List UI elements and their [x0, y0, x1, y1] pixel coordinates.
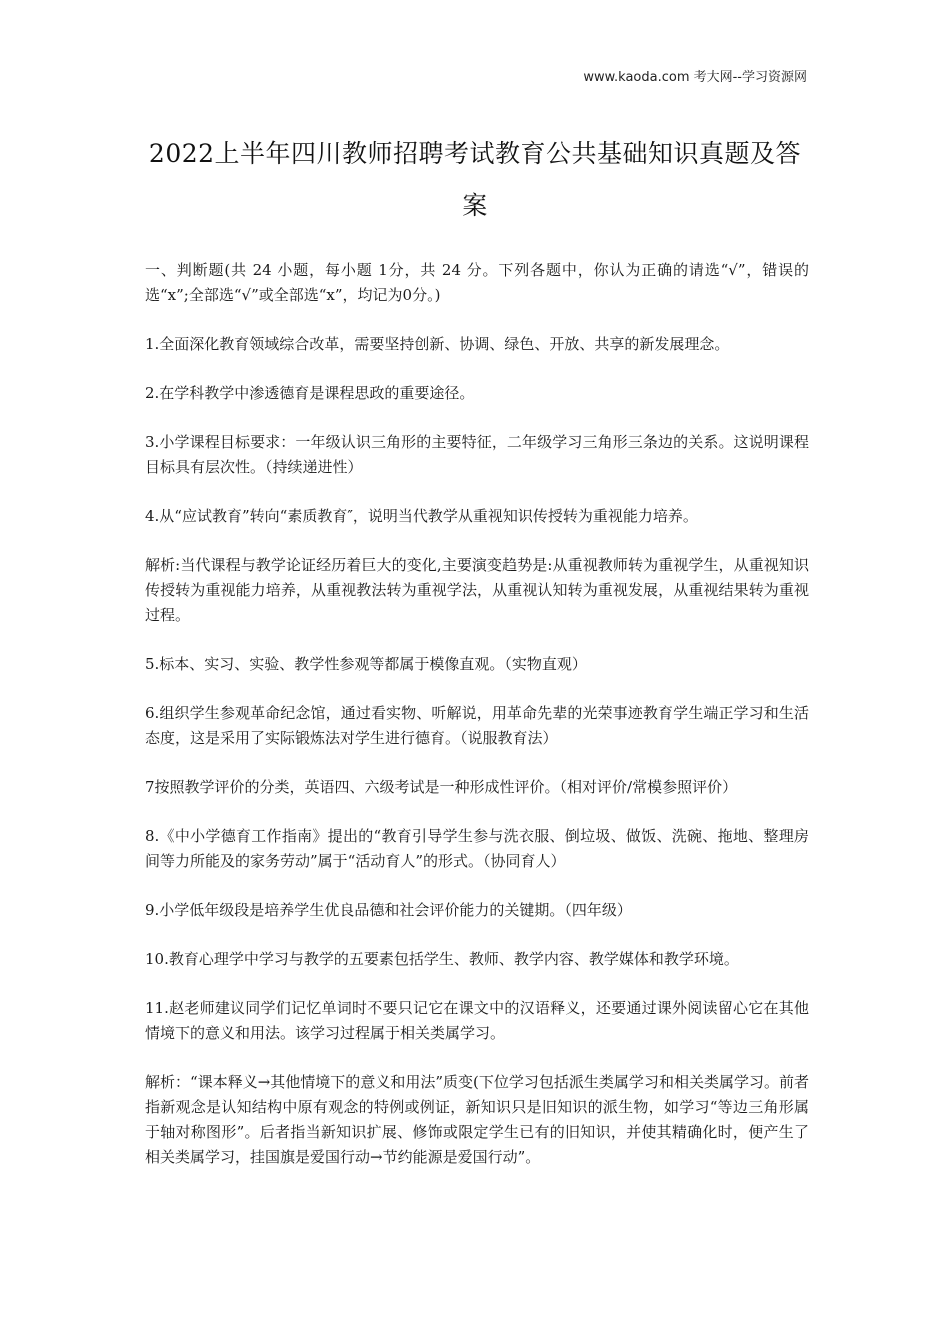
question-9: 9.小学低年级段是培养学生优良品德和社会评价能力的关键期。（四年级） — [145, 901, 632, 919]
question-4: 4.从“应试教育”转向“素质教育″，说明当代教学从重视知识传授转为重视能力培养。 — [145, 507, 698, 525]
question-11: 11.赵老师建议同学们记忆单词时不要只记它在课文中的汉语释义，还要通过课外阅读留心它在其他情境下的意义和用法。该学习过程属于相关类属学习。 — [145, 999, 809, 1042]
question-6: 6.组织学生参观革命纪念馆，通过看实物、听解说，用革命先辈的光荣事迹教育学生端正学习和生活态度，这是采用了实际锻炼法对学生进行德育。（说服教育法） — [145, 704, 809, 747]
page-title: 2022上半年四川教师招聘考试教育公共基础知识真题及答案 — [148, 139, 802, 220]
question-5: 5.标本、实习、实验、教学性参观等都属于模像直观。（实物直观） — [145, 655, 587, 673]
analysis-4: 解析:当代课程与教学论证经历着巨大的变化,主要演变趋势是:从重视教师转为重视学生，从重视知识传授转为重视能力培养，从重视教法转为重视学法，从重视认知转为重视发展，从重视结果转为重视过程。 — [145, 556, 809, 624]
question-7: 7按照教学评价的分类，英语四、六级考试是一种形成性评价。（相对评价/常模参照评价） — [145, 778, 738, 796]
question-2: 2.在学科教学中渗透德育是课程思政的重要途径。 — [145, 384, 475, 402]
site-header: www.kaoda.com 考大网--学习资源网 — [583, 70, 807, 85]
question-10: 10.教育心理学中学习与教学的五要素包括学生、教师、教学内容、教学媒体和教学环境。 — [145, 950, 739, 968]
section-intro: 一、判断题(共 24 小题，每小题 1分，共 24 分。下列各题中，你认为正确的请选“√”，错误的选“x”;全部选“√”或全部选“x”，均记为0分。) — [145, 261, 809, 304]
analysis-11: 解析：“课本释义→其他情境下的意义和用法”质变(下位学习包括派生类属学习和相关类属学习。前者指新观念是认知结构中原有观念的特例或例证，新知识只是旧知识的派生物，如学习“等边三角形属于轴对称图形”。后者指当新知识扩展、修饰或限定学生已有的旧知识，并使其精确化时，便产生了相关类属学习，挂国旗是爱国行动→节约能源是爱国行动”。 — [145, 1073, 809, 1166]
question-8: 8.《中小学德育工作指南》提出的“教育引导学生参与洗衣服、倒垃圾、做饭、洗碗、拖地、整理房间等力所能及的家务劳动”属于“活动育人”的形式。（协同育人） — [145, 827, 809, 870]
question-1: 1.全面深化教育领域综合改革，需要坚持创新、协调、绿色、开放、共享的新发展理念。 — [145, 335, 730, 353]
question-3: 3.小学课程目标要求：一年级认识三角形的主要特征，二年级学习三角形三条边的关系。这说明课程目标具有层次性。（持续递进性） — [145, 433, 809, 476]
document-body — [145, 258, 809, 1194]
